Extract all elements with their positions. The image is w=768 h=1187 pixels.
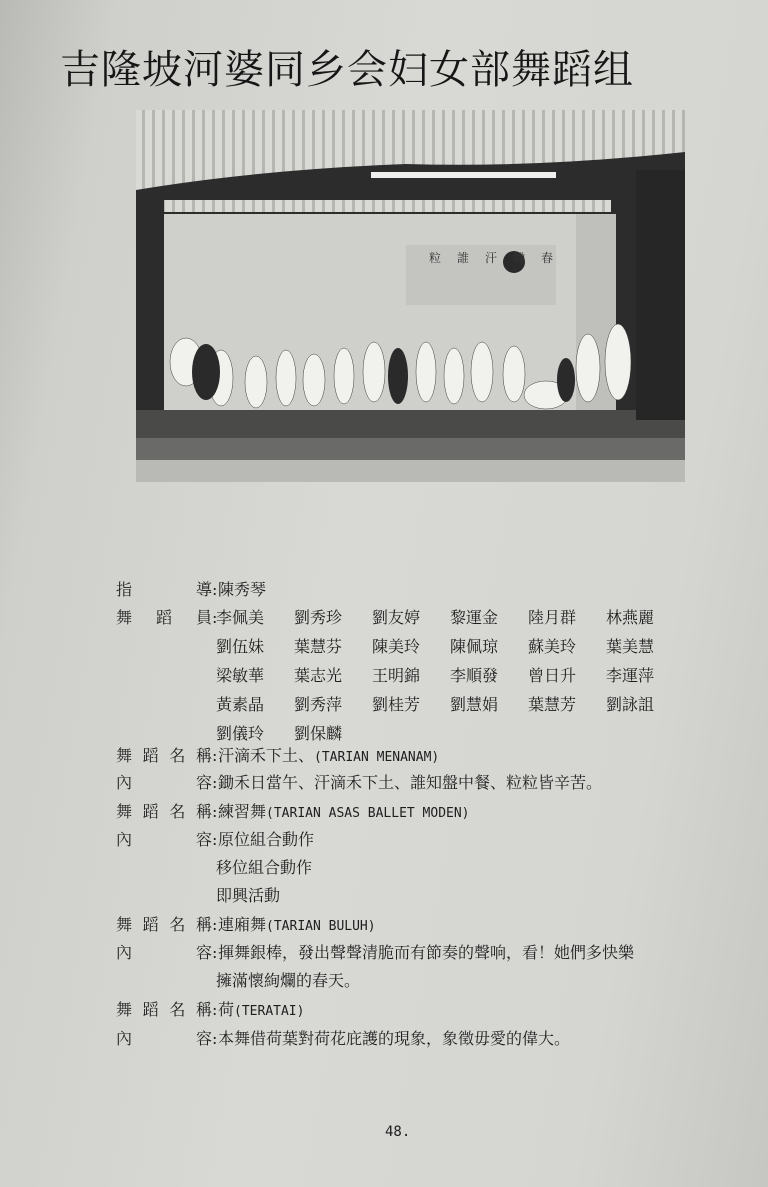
program-latin-name: (TARIAN ASAS BALLET MODEN) [266, 806, 470, 821]
dance-name-label: 舞蹈名稱 [116, 802, 212, 821]
stage-photo [136, 110, 685, 482]
program-3-content-row: 內容:揮舞銀棒，發出聲聲清脆而有節奏的聲响，看！她們多快樂 [116, 941, 634, 965]
content-label: 內容 [116, 830, 212, 849]
dancer-name: 葉慧芬 [294, 637, 343, 656]
instructor-label: 指導 [116, 580, 212, 599]
dancer-name: 蘇美玲 [528, 637, 577, 656]
program-content: 原位組合動作 [218, 830, 315, 849]
program-content: 即興活動 [216, 886, 281, 905]
page-number: 48. [385, 1124, 411, 1140]
page-title: 吉隆坡河婆同乡会妇女部舞蹈组 [60, 47, 634, 93]
program-4-content-row: 內容:本舞借荷葉對荷花庇護的現象，象徵毋愛的偉大。 [116, 1027, 570, 1051]
dancer-name: 劉友婷 [372, 608, 421, 627]
dancer-name: 劉桂芳 [372, 695, 421, 714]
dancer-name: 劉秀萍 [294, 695, 343, 714]
program-1-name-row: 舞蹈名稱:汗滴禾下土、(TARIAN MENANAM) [116, 744, 439, 768]
content-label: 內容 [116, 943, 212, 962]
dancer-name: 葉志光 [294, 666, 343, 685]
dance-name-label: 舞蹈名稱 [116, 1000, 212, 1019]
program-2-name-row: 舞蹈名稱:練習舞(TARIAN ASAS BALLET MODEN) [116, 800, 470, 824]
banner-char: 春 [541, 251, 554, 265]
dancer-row [216, 664, 684, 688]
program-content: 擁滿懷絢爛的春天。 [216, 971, 361, 990]
dancer-name: 陳佩琼 [450, 637, 499, 656]
instructor-row: 指導:陳秀琴 [116, 578, 266, 602]
banner-char: 鋤 [513, 251, 526, 265]
program-latin-name: (TARIAN MENANAM) [314, 750, 440, 765]
dance-name-label: 舞蹈名稱 [116, 746, 212, 765]
dancer-name: 王明錦 [372, 666, 421, 685]
program-1-content-row: 內容:鋤禾日當午、汗滴禾下土、誰知盤中餐、粒粒皆辛苦。 [116, 771, 602, 795]
program-content: 揮舞銀棒，發出聲聲清脆而有節奏的聲响，看！她們多快樂 [218, 943, 635, 962]
program-4-name-row: 舞蹈名稱:荷(TERATAI) [116, 998, 304, 1022]
stage-photo-drawing [136, 110, 685, 482]
dancer-row [216, 606, 684, 630]
dancer-name: 劉詠詛 [606, 695, 655, 714]
instructor-name: 陳秀琴 [218, 580, 267, 599]
dancer-name: 李順發 [450, 666, 499, 685]
dancer-name: 李運萍 [606, 666, 655, 685]
content-label: 內容 [116, 1029, 212, 1048]
program-2-content-row: 內容:原位組合動作 [116, 828, 314, 852]
program-content: 移位組合動作 [216, 858, 313, 877]
dancers-label: 舞蹈員 [116, 608, 212, 627]
dance-name-label: 舞蹈名稱 [116, 915, 212, 934]
program-name: 荷 [218, 1000, 235, 1019]
dancer-name: 劉秀珍 [294, 608, 343, 627]
dancer-name: 李佩美 [216, 608, 265, 627]
dancer-name: 葉慧芳 [528, 695, 577, 714]
banner-char: 粒 [429, 251, 442, 265]
program-3-name-row: 舞蹈名稱:連廂舞(TARIAN BULUH) [116, 913, 376, 937]
program-latin-name: (TARIAN BULUH) [266, 919, 376, 934]
dancer-name: 劉保麟 [294, 724, 343, 743]
dancer-name: 曾日升 [528, 666, 577, 685]
dancer-name: 梁敏華 [216, 666, 265, 685]
dancer-name: 黃素晶 [216, 695, 265, 714]
banner-char: 汗 [485, 251, 498, 265]
program-latin-name: (TERATAI) [234, 1004, 305, 1019]
banner-text [406, 245, 556, 305]
dancer-name: 劉慧娟 [450, 695, 499, 714]
dancer-row [216, 722, 372, 746]
program-name: 連廂舞 [218, 915, 267, 934]
dancer-row [216, 693, 684, 717]
content-label: 內容 [116, 773, 212, 792]
dancers-row: 舞蹈員: [116, 606, 218, 630]
dancer-name: 黎運金 [450, 608, 499, 627]
dancer-name: 陸月群 [528, 608, 577, 627]
dancer-name: 林燕麗 [606, 608, 655, 627]
banner-char: 誰 [457, 251, 470, 265]
program-name: 練習舞 [218, 802, 267, 821]
dancer-row [216, 635, 684, 659]
dancer-name: 陳美玲 [372, 637, 421, 656]
program-content: 本舞借荷葉對荷花庇護的現象，象徵毋愛的偉大。 [218, 1029, 571, 1048]
dancer-name: 葉美慧 [606, 637, 655, 656]
dancer-name: 劉伍妹 [216, 637, 265, 656]
program-name: 汗滴禾下土、 [218, 746, 315, 765]
program-content: 鋤禾日當午、汗滴禾下土、誰知盤中餐、粒粒皆辛苦。 [218, 773, 603, 792]
dancer-name: 劉儀玲 [216, 724, 265, 743]
